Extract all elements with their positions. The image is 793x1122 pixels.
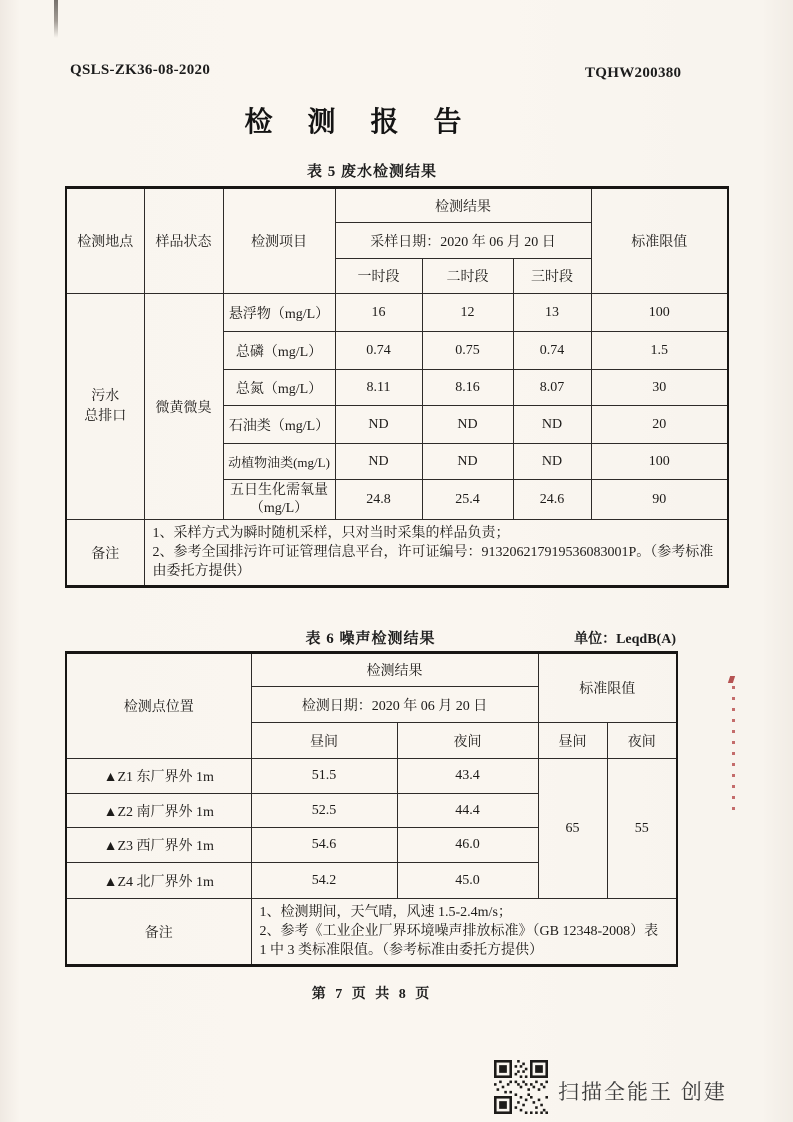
t5-row2-item: 总磷（mg/L） xyxy=(223,332,335,370)
t5-remark-line2: 2、参考全国排污许可证管理信息平台，许可证编号：913206217919536083001P。（参考标准由委托方提供） xyxy=(152,545,714,579)
t6-remark-line2: 2、参考《工业企业厂界环境噪声排放标准》（GB 12348-2008）表 1 中 3 类标准限值。（参考标准由委托方提供） xyxy=(259,924,659,958)
t5-header-location: 检测地点 xyxy=(66,188,144,294)
t5-row4-item: 石油类（mg/L） xyxy=(223,406,335,444)
t6-row2-day: 52.5 xyxy=(251,794,397,828)
t5-header-item: 检测项目 xyxy=(223,188,335,294)
t6-remark-label: 备注 xyxy=(66,899,251,966)
t5-row3-limit: 30 xyxy=(591,370,728,406)
table-row xyxy=(66,294,728,332)
scanner-watermark-label: 扫描全能王 创建 xyxy=(558,1081,727,1104)
t5-row5-v2: ND xyxy=(422,444,513,480)
t6-row3-night: 46.0 xyxy=(397,828,538,863)
t5-remarks xyxy=(144,520,728,587)
t6-header-day: 昼间 xyxy=(251,723,397,759)
t6-limit-night-value: 55 xyxy=(607,759,677,899)
t5-row1-v3: 13 xyxy=(513,294,591,332)
t5-row4-v2: ND xyxy=(422,406,513,444)
t6-row2-night: 44.4 xyxy=(397,794,538,828)
t6-row1-night: 43.4 xyxy=(397,759,538,794)
t5-row6-v2: 25.4 xyxy=(422,480,513,520)
t5-row1-item: 悬浮物（mg/L） xyxy=(223,294,335,332)
wastewater-results-table xyxy=(65,186,729,588)
doc-code-right: TQHW200380 xyxy=(585,65,682,81)
t5-header-period1: 一时段 xyxy=(335,259,422,294)
table-row xyxy=(66,899,677,966)
t5-header-limit: 标准限值 xyxy=(591,188,728,294)
t5-location-line1: 污水 xyxy=(91,388,120,404)
t5-row3-v2: 8.16 xyxy=(422,370,513,406)
t5-sample-state-value: 微黄微臭 xyxy=(144,294,223,520)
noise-results-table xyxy=(65,651,678,967)
t5-header-sample-date: 采样日期：2020 年 06 月 20 日 xyxy=(335,223,591,259)
t6-header-point: 检测点位置 xyxy=(66,653,251,759)
doc-code-left: QSLS-ZK36-08-2020 xyxy=(70,62,211,78)
t5-location-value xyxy=(66,294,144,520)
t5-row6-item: 五日生化需氧量（mg/L） xyxy=(223,480,335,520)
page-title: 检 测 报 告 xyxy=(244,107,476,138)
table-row xyxy=(66,520,728,587)
t5-row6-limit: 90 xyxy=(591,480,728,520)
t5-row4-v3: ND xyxy=(513,406,591,444)
t5-row1-v2: 12 xyxy=(422,294,513,332)
t5-row5-item: 动植物油类(mg/L) xyxy=(223,444,335,480)
t5-remark-line1: 1、采样方式为瞬时随机采样，只对当时采集的样品负责； xyxy=(152,526,510,541)
t5-header-period2: 二时段 xyxy=(422,259,513,294)
t6-row3-point: ▲Z3 西厂界外 1m xyxy=(66,828,251,863)
t6-row4-point: ▲Z4 北厂界外 1m xyxy=(66,863,251,899)
red-mark-artifact-head xyxy=(728,676,735,683)
table5-caption: 表 5 废水检测结果 xyxy=(306,164,437,180)
t5-row4-v1: ND xyxy=(335,406,422,444)
t5-row3-item: 总氮（mg/L） xyxy=(223,370,335,406)
t5-row1-v1: 16 xyxy=(335,294,422,332)
t5-row2-v1: 0.74 xyxy=(335,332,422,370)
t6-row2-point: ▲Z2 南厂界外 1m xyxy=(66,794,251,828)
t5-location-line2: 总排口 xyxy=(84,408,127,424)
t5-remark-label: 备注 xyxy=(66,520,144,587)
t6-remark-line1: 1、检测期间，天气晴，风速 1.5-2.4m/s； xyxy=(259,905,512,920)
t6-header-limit-night: 夜间 xyxy=(607,723,677,759)
t6-row4-night: 45.0 xyxy=(397,863,538,899)
t5-row2-v2: 0.75 xyxy=(422,332,513,370)
t5-row5-v3: ND xyxy=(513,444,591,480)
t5-header-result: 检测结果 xyxy=(335,188,591,223)
t5-row6-v1: 24.8 xyxy=(335,480,422,520)
t5-header-sample-state: 样品状态 xyxy=(144,188,223,294)
t6-header-night: 夜间 xyxy=(397,723,538,759)
t5-row6-v3: 24.6 xyxy=(513,480,591,520)
t6-row3-day: 54.6 xyxy=(251,828,397,863)
table-row xyxy=(66,759,677,794)
page-number: 第 7 页 共 8 页 xyxy=(311,987,433,1002)
t5-row3-v1: 8.11 xyxy=(335,370,422,406)
t6-header-limit-day: 昼间 xyxy=(538,723,607,759)
t6-remarks xyxy=(251,899,677,966)
t5-row5-v1: ND xyxy=(335,444,422,480)
t6-header-result: 检测结果 xyxy=(251,653,538,687)
t6-row4-day: 54.2 xyxy=(251,863,397,899)
t5-row2-limit: 1.5 xyxy=(591,332,728,370)
t5-row4-limit: 20 xyxy=(591,406,728,444)
t6-row1-day: 51.5 xyxy=(251,759,397,794)
table6-caption: 表 6 噪声检测结果 xyxy=(305,631,436,647)
qr-code-icon xyxy=(494,1060,548,1114)
table6-unit-label: 单位：LeqdB(A) xyxy=(574,632,676,647)
t5-row1-limit: 100 xyxy=(591,294,728,332)
red-mark-artifact xyxy=(732,686,735,810)
t6-limit-day-value: 65 xyxy=(538,759,607,899)
t5-row2-v3: 0.74 xyxy=(513,332,591,370)
t6-header-date: 检测日期：2020 年 06 月 20 日 xyxy=(251,687,538,723)
t5-row5-limit: 100 xyxy=(591,444,728,480)
t6-row1-point: ▲Z1 东厂界外 1m xyxy=(66,759,251,794)
t5-row3-v3: 8.07 xyxy=(513,370,591,406)
t6-header-limit: 标准限值 xyxy=(538,653,677,723)
t5-header-period3: 三时段 xyxy=(513,259,591,294)
scan-edge-streak xyxy=(54,0,58,38)
